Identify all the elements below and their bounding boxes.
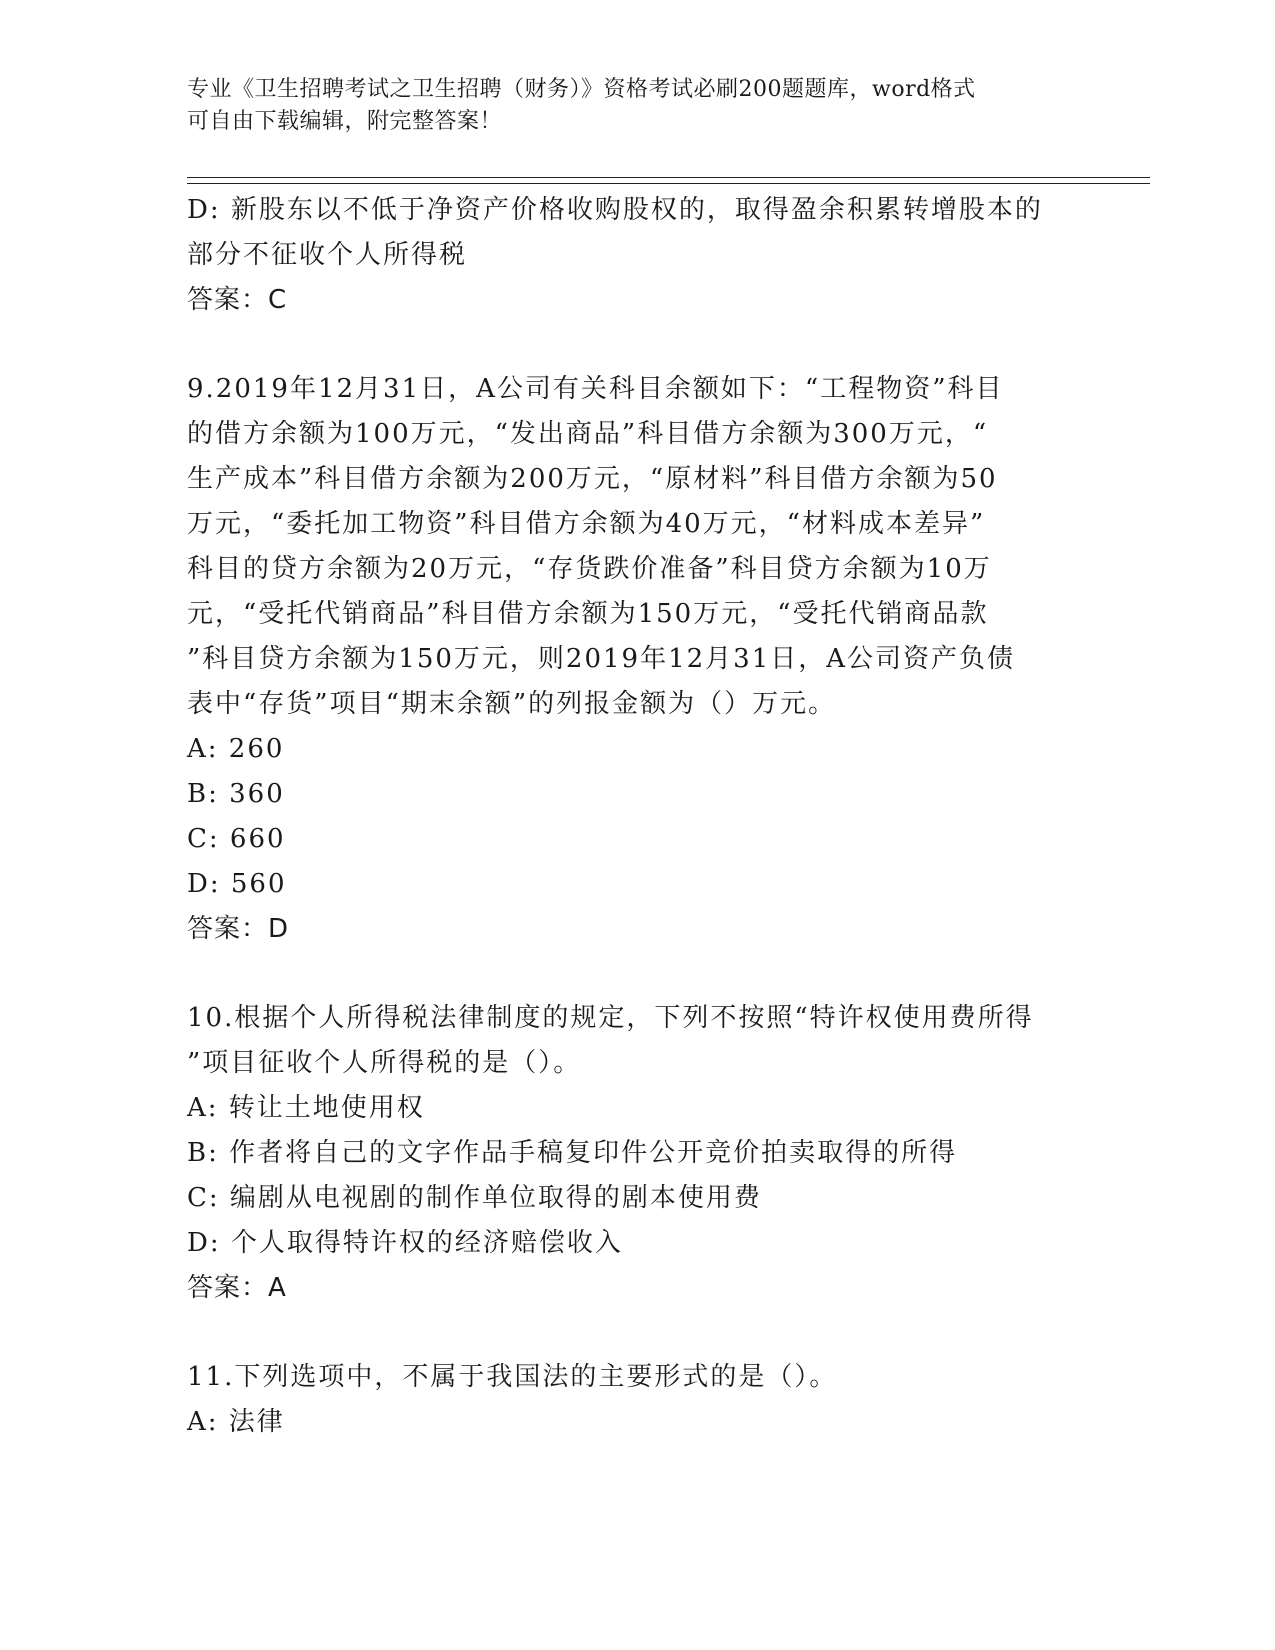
question-stem-line: 的借方余额为100万元，“发出商品”科目借方余额为300万元，“ bbox=[187, 419, 989, 449]
question-stem-line: ”科目贷方余额为150万元，则2019年12月31日，A公司资产负债 bbox=[187, 644, 1016, 674]
question-stem-line: 10.根据个人所得税法律制度的规定，下列不按照“特许权使用费所得 bbox=[187, 1003, 1034, 1033]
question-stem-line: 元，“受托代销商品”科目借方余额为150万元，“受托代销商品款 bbox=[187, 599, 989, 629]
answer-line: 答案：D bbox=[187, 914, 290, 944]
header-line-1: 专业《卫生招聘考试之卫生招聘（财务）》资格考试必刷200题题库，word格式 bbox=[187, 77, 976, 102]
question-stem-line: 万元，“委托加工物资”科目借方余额为40万元，“材料成本差异” bbox=[187, 509, 986, 539]
option-c: C: 编剧从电视剧的制作单位取得的剧本使用费 bbox=[187, 1183, 762, 1213]
header-rule-bottom bbox=[187, 183, 1150, 184]
option-a: A: 转让土地使用权 bbox=[187, 1093, 425, 1123]
spacer bbox=[187, 952, 1087, 996]
question-10 bbox=[187, 996, 1087, 1311]
header-rule-top bbox=[187, 177, 1150, 178]
header-line-2: 可自由下载编辑，附完整答案！ bbox=[187, 109, 503, 134]
option-d: D: 560 bbox=[187, 869, 287, 899]
spacer bbox=[187, 323, 1087, 367]
question-stem-line: ”项目征收个人所得税的是（）。 bbox=[187, 1048, 582, 1078]
spacer bbox=[187, 1311, 1087, 1355]
question-11 bbox=[187, 1355, 1087, 1445]
option-d-continued: 部分不征收个人所得税 bbox=[187, 240, 468, 270]
question-content bbox=[187, 188, 1087, 1445]
question-stem-line: 表中“存货”项目“期末余额”的列报金额为（）万元。 bbox=[187, 689, 837, 719]
option-b: B: 作者将自己的文字作品手稿复印件公开竞价拍卖取得的所得 bbox=[187, 1138, 958, 1168]
question-9 bbox=[187, 367, 1087, 952]
question-8-tail bbox=[187, 188, 1087, 323]
option-a: A: 260 bbox=[187, 734, 285, 764]
question-stem-line: 科目的贷方余额为20万元，“存货跌价准备”科目贷方余额为10万 bbox=[187, 554, 992, 584]
option-b: B: 360 bbox=[187, 779, 285, 809]
option-d: D: 新股东以不低于净资产价格收购股权的，取得盈余积累转增股本的 bbox=[187, 195, 1043, 225]
page-header bbox=[187, 74, 1087, 138]
question-stem-line: 9.2019年12月31日，A公司有关科目余额如下：“工程物资”科目 bbox=[187, 374, 1004, 404]
option-a: A: 法律 bbox=[187, 1407, 285, 1437]
option-d: D: 个人取得特许权的经济赔偿收入 bbox=[187, 1228, 623, 1258]
answer-line: 答案：C bbox=[187, 285, 288, 315]
answer-line: 答案：A bbox=[187, 1273, 287, 1303]
option-c: C: 660 bbox=[187, 824, 286, 854]
question-stem-line: 生产成本”科目借方余额为200万元，“原材料”科目借方余额为50 bbox=[187, 464, 998, 494]
question-stem-line: 11.下列选项中，不属于我国法的主要形式的是（）。 bbox=[187, 1362, 838, 1392]
